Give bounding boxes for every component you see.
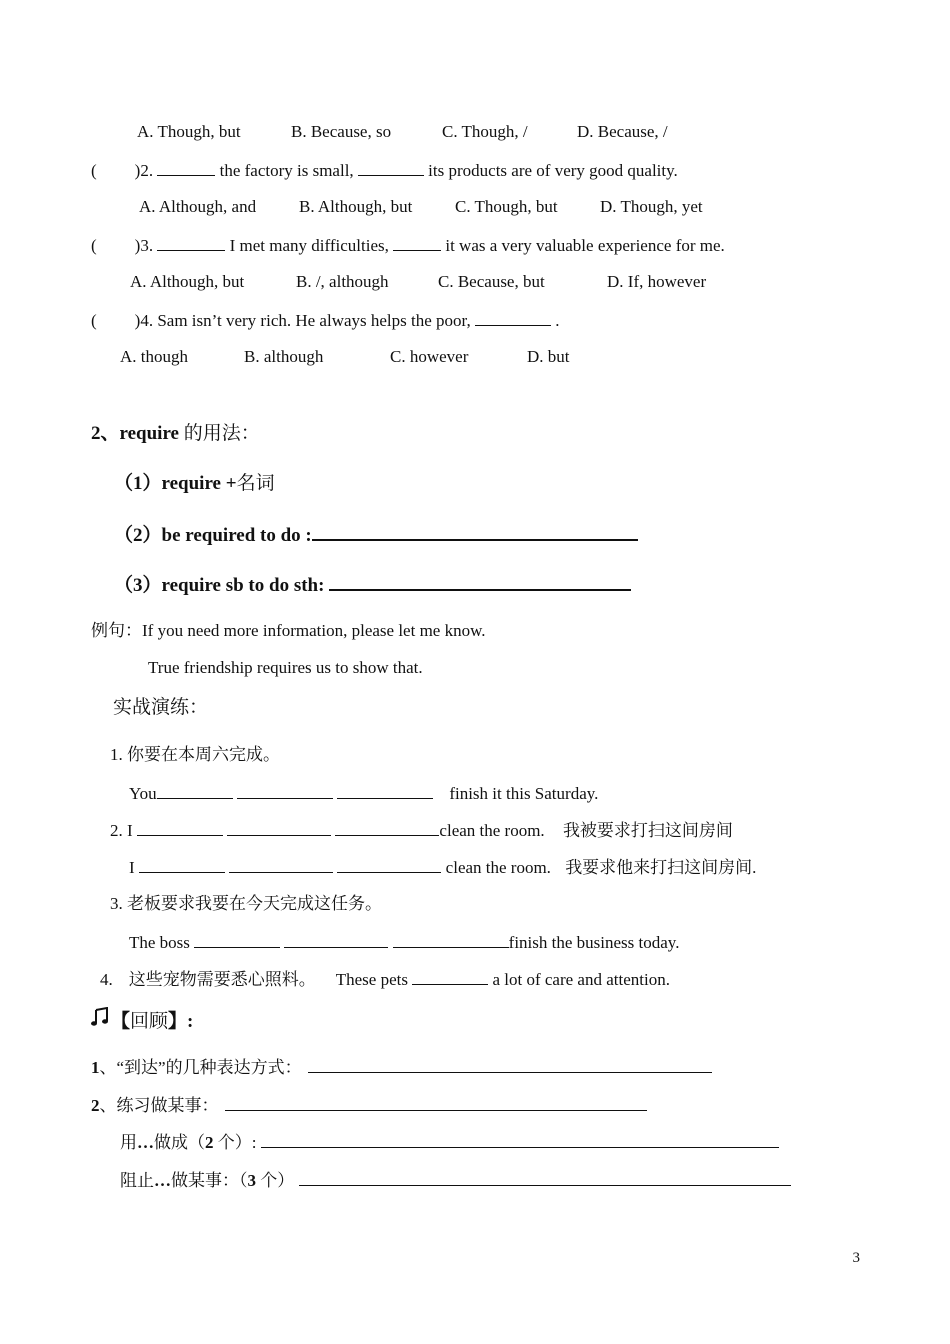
blank[interactable] [393, 234, 441, 251]
blank[interactable] [299, 1169, 791, 1186]
heading-keyword: require [119, 423, 179, 444]
question-text: I met many difficulties, [229, 236, 389, 255]
blank[interactable] [194, 931, 280, 948]
practice-1-en [129, 782, 598, 805]
q2-option-b: B. Although, but [299, 197, 413, 216]
item-text: … [137, 1133, 154, 1152]
review-title [91, 1007, 193, 1033]
practice-2 [110, 819, 733, 842]
blank[interactable] [229, 856, 333, 873]
blank[interactable] [261, 1131, 779, 1148]
sentence-text: clean the room. [439, 821, 545, 840]
practice-title: 实战演练： [113, 697, 209, 718]
sentence-translation: 这些宠物需要悉心照料。 [128, 970, 316, 989]
item-text: 做成（ [154, 1133, 205, 1152]
example-text: If you need more information, please let me know. [142, 621, 486, 640]
practice-4 [100, 968, 670, 991]
q3-option-a: A. Although, but [130, 272, 245, 291]
sentence-text: These pets [335, 970, 408, 989]
item-text: require sb to do sth: [161, 575, 325, 596]
item-text: 名词 [236, 473, 275, 494]
question-text: it was a very valuable experience for me. [445, 236, 725, 255]
blank[interactable] [225, 1094, 647, 1111]
practice-3-en [129, 931, 679, 954]
q1-option-b: B. Because, so [291, 122, 392, 141]
usage-item-3 [114, 573, 631, 597]
sentence-text: You [129, 784, 157, 803]
question-number: )3. [134, 236, 154, 255]
item-number: 2 [91, 1096, 100, 1115]
question-2 [91, 159, 678, 182]
page-number: 3 [852, 1250, 860, 1266]
item-number: （1） [114, 473, 162, 494]
blank[interactable] [412, 968, 488, 985]
blank[interactable] [393, 931, 509, 948]
q1-option-d: D. Because, / [577, 122, 668, 141]
review-4 [120, 1169, 791, 1192]
blank[interactable] [337, 856, 441, 873]
example-1 [91, 620, 486, 642]
heading-text: 的用法： [178, 423, 260, 444]
q1-option-a: A. Though, but [137, 122, 241, 141]
item-text: 、练习做某事： [99, 1096, 219, 1115]
example-2: True friendship requires us to show that. [148, 658, 423, 677]
item-text: require + [161, 473, 237, 494]
q4-option-a: A. though [120, 347, 188, 366]
blank[interactable] [335, 819, 439, 836]
blank[interactable] [157, 234, 225, 251]
heading-number: 2、 [91, 423, 120, 444]
sentence-translation: 我要求他来打扫这间房间. [565, 858, 757, 877]
answer-bracket: ( [91, 161, 97, 180]
item-text: be required to do : [161, 525, 312, 546]
sentence-text: The boss [129, 933, 190, 952]
review-2 [91, 1094, 647, 1117]
item-text: … [154, 1171, 171, 1190]
item-text: 用 [120, 1133, 137, 1152]
q2-option-a: A. Although, and [139, 197, 257, 216]
answer-bracket: ( [91, 311, 97, 330]
blank[interactable] [137, 819, 223, 836]
sentence-translation: 我被要求打扫这间房间 [562, 821, 733, 840]
q4-option-d: D. but [527, 347, 570, 366]
q3-option-d: D. If, however [607, 272, 707, 291]
item-number: 2 [205, 1133, 214, 1152]
sentence-text: a lot of care and attention. [492, 970, 670, 989]
usage-item-2 [114, 523, 638, 547]
sentence-text: clean the room. [445, 858, 551, 877]
item-number: （2） [114, 525, 162, 546]
blank[interactable] [475, 309, 551, 326]
practice-3-cn: 3. 老板要求我要在今天完成这任务。 [110, 894, 382, 913]
section-2-heading [91, 423, 260, 445]
blank[interactable] [337, 782, 433, 799]
blank[interactable] [284, 931, 388, 948]
question-4 [91, 309, 560, 332]
q3-option-b: B. /, although [296, 272, 389, 291]
blank[interactable] [312, 523, 638, 541]
item-text: 、“到达”的几种表达方式： [99, 1058, 302, 1077]
practice-1-cn: 1. 你要在本周六完成。 [110, 745, 280, 764]
item-text: 个） [256, 1171, 295, 1190]
review-1 [91, 1056, 712, 1079]
q4-option-c: C. however [390, 347, 469, 366]
q2-option-d: D. Though, yet [600, 197, 703, 216]
review-title-text: 回顾 [130, 1011, 169, 1032]
q3-option-c: C. Because, but [438, 272, 545, 291]
blank[interactable] [157, 782, 233, 799]
sentence-text: finish the business today. [508, 933, 680, 952]
question-end: . [555, 311, 560, 330]
blank[interactable] [139, 856, 225, 873]
q4-option-b: B. although [244, 347, 324, 366]
question-text: its products are of very good quality. [428, 161, 678, 180]
bracket: 】: [168, 1011, 194, 1032]
review-3 [120, 1131, 779, 1154]
blank[interactable] [237, 782, 333, 799]
question-text: )4. Sam isn’t very rich. He always helps the poor, [134, 311, 471, 330]
blank[interactable] [358, 159, 424, 176]
blank[interactable] [329, 573, 631, 591]
answer-bracket: ( [91, 236, 97, 255]
sentence-number: 4. [100, 970, 113, 989]
sentence-text: I [129, 858, 135, 877]
usage-item-1 [114, 473, 275, 495]
example-label: 例句： [91, 621, 142, 640]
sentence-text: finish it this Saturday. [449, 784, 599, 803]
q1-option-c: C. Though, / [442, 122, 528, 141]
item-number: 3 [247, 1171, 256, 1190]
q2-option-c: C. Though, but [455, 197, 558, 216]
item-text: 阻止 [120, 1171, 154, 1190]
blank[interactable] [308, 1056, 712, 1073]
question-number: )2. [134, 161, 154, 180]
bracket: 【 [111, 1011, 131, 1032]
question-3 [91, 234, 725, 257]
music-note-icon [91, 1007, 111, 1033]
question-text: the factory is small, [219, 161, 354, 180]
item-text: 个）: [213, 1133, 257, 1152]
item-text: 做某事：（ [171, 1171, 248, 1190]
item-number: 1 [91, 1058, 100, 1077]
item-number: （3） [114, 575, 162, 596]
sentence-text: 2. I [110, 821, 133, 840]
blank[interactable] [157, 159, 215, 176]
blank[interactable] [227, 819, 331, 836]
practice-2b [129, 856, 756, 879]
